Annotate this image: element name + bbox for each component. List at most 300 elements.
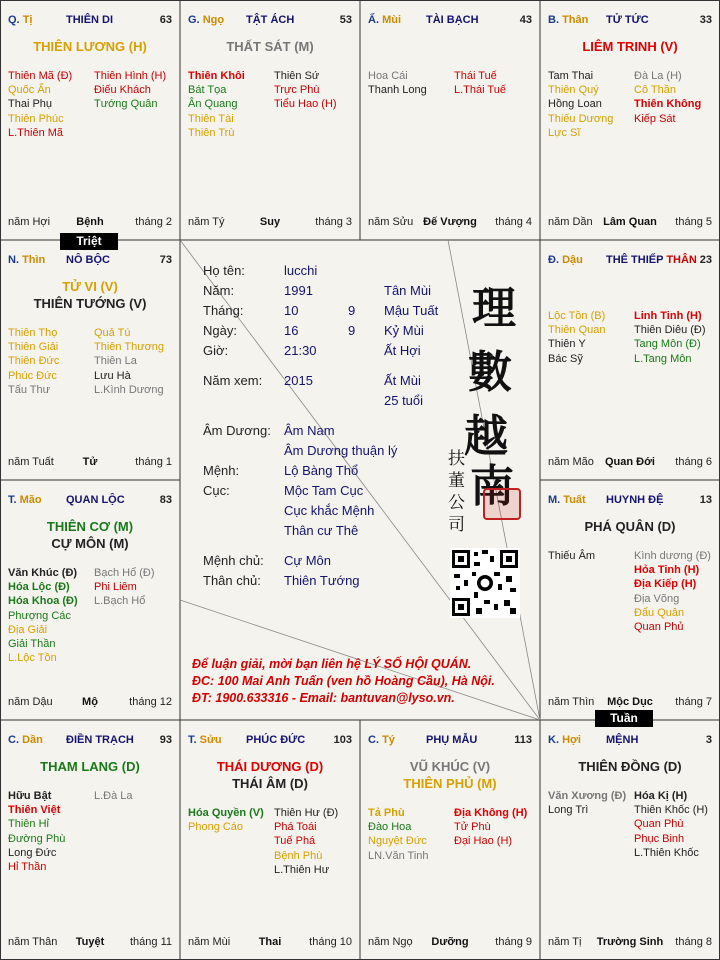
minor-star: Thiên La [94,355,137,368]
minor-star: Quả Tú [94,327,131,339]
minor-star: Phong Cáo [188,821,244,834]
palace-name: PHÚC ĐỨC [246,734,306,746]
palace-phase: Thai [258,936,282,948]
menh-chu-value: Cự Môn [284,553,331,568]
palace-cell [0,240,180,480]
palace-month: tháng 7 [675,696,712,708]
palace-phase: Lâm Quan [603,216,657,228]
minor-star: Quốc Ấn [8,84,51,97]
palace-year: năm Tị [548,936,582,948]
palace-can: T. [8,494,17,506]
minor-star: Thai Phụ [8,98,53,111]
palace-name: QUAN LỘC [66,494,125,506]
minor-star: Bác Sỹ [548,352,583,365]
info-can-chi: Tân Mùi [384,283,431,298]
star-list-left [368,806,429,863]
red-seal-icon [483,488,521,520]
palace-can: N. [8,254,19,266]
minor-star: Hóa Kị (H) [634,790,688,802]
palace-can: M. [548,494,561,506]
palace-can: Ấ. [368,14,379,26]
palace-chi: Thìn [22,254,46,266]
palace-footer [548,216,712,230]
star-list-left [548,789,626,817]
star-list-right [274,69,337,112]
palace-footer [8,936,172,950]
main-star: THIÊN CƠ (M) [46,519,134,534]
minor-star: Phi Liêm [94,581,137,594]
main-star: LIÊM TRINH (V) [582,39,678,54]
palace-year: năm Tý [188,216,225,228]
minor-star: Kiếp Sát [634,112,676,125]
minor-star: Thiên Khốc (H) [634,804,708,817]
palace-month: tháng 5 [675,216,712,228]
minor-star: Lực Sĩ [548,126,581,139]
minor-star: Ân Quang [188,98,238,111]
palace-chi: Tý [382,734,395,746]
minor-star: Địa Không (H) [454,807,528,819]
palace-cell [0,480,180,720]
qr-code-icon[interactable] [450,548,520,618]
minor-star: Thanh Long [368,84,427,97]
minor-star: Tiểu Hao (H) [274,98,337,111]
minor-star: Thiên Giải [8,341,59,354]
palace-chi: Mão [19,494,42,506]
palace-year: năm Thìn [548,696,595,708]
star-list-right [634,69,701,126]
star-list-right [634,309,706,366]
palace-cell [0,720,180,960]
minor-star: Nguyệt Đức [368,835,427,848]
palace-footer [188,216,352,230]
palace-footer [368,216,532,230]
palace-header [188,734,352,748]
palace-phase: Quan Đới [605,456,655,468]
info-value: 1991 [284,283,313,298]
palace-month: tháng 6 [675,456,712,468]
main-star: VŨ KHÚC (V) [409,759,491,774]
contact-line-2: ĐC: 100 Mai Anh Tuấn (ven hồ Hoàng Cầu), Hà Nội. [192,674,495,688]
cuc-label: Cục: [203,483,230,498]
star-list-left [188,69,245,140]
minor-star: Bát Tọa [188,84,227,97]
palace-phase: Đế Vượng [423,216,477,228]
palace-cell [180,720,360,960]
minor-star: Hỉ Thần [8,861,47,874]
main-star: THIÊN TƯỚNG (V) [33,296,147,311]
main-stars [0,38,180,55]
minor-star: Thiên Trù [188,126,235,139]
star-list-left [368,69,427,97]
info-label: Tháng: [203,303,244,318]
palace-chi: Hợi [562,734,581,746]
nam-xem-can-chi: Ất Mùi [384,373,421,388]
minor-star: Bạch Hổ (Đ) [94,567,155,579]
palace-month: tháng 3 [315,216,352,228]
star-list-left [188,806,264,834]
logo-kanji-4: 南 [470,461,514,512]
minor-star: Đào Hoa [368,821,412,834]
palace-name: TẬT ÁCH [246,14,295,26]
palace-chi: Ngọ [202,14,225,26]
palace-chi: Tuất [563,494,586,506]
palace-number: 43 [519,14,532,26]
minor-star: Đẩu Quân [634,606,685,619]
palace-footer [8,696,172,710]
minor-star: L.Đà La [94,790,133,802]
palace-phase: Bệnh [76,216,104,228]
info-value: 16 [284,323,299,338]
palace-year: năm Mão [548,456,594,468]
palace-cell [540,0,720,240]
star-list-right [634,789,708,860]
star-list-right [94,326,164,397]
minor-star: Địa Võng [634,592,680,605]
minor-star: L.Thiên Khốc [634,846,699,859]
palace-footer [188,936,352,950]
palace-header [8,494,172,508]
palace-name: MỆNH [606,734,639,746]
palace-month: tháng 2 [135,216,172,228]
star-list-right [94,789,133,803]
contact-line-1: Để luận giải, mời bạn liên hệ LÝ SỐ HỘI QUÁN. [192,657,472,671]
nam-xem-label: Năm xem: [203,373,263,388]
palace-name: HUYNH ĐỆ [606,494,664,506]
minor-star: Văn Xương (Đ) [548,790,627,802]
palace-chi: Tị [22,14,33,26]
minor-star: Thiên Hỉ [8,818,49,831]
star-list-right [94,566,155,609]
minor-star: Tử Phù [454,821,491,834]
minor-star: Tấu Thư [8,383,51,396]
palace-number: 23 [699,254,712,266]
info-lunar: 9 [348,323,356,338]
minor-star: Bệnh Phù [274,849,323,862]
than-cu-value: Thân cư Thê [284,523,359,538]
contact-line-3: ĐT: 1900.633316 - Email: bantuvan@lyso.vn. [192,691,455,705]
cuc-relation: Cục khắc Mệnh [284,503,375,518]
main-stars [180,758,360,792]
minor-star: Long Đức [8,846,57,859]
minor-star: L.Lộc Tồn [8,652,57,665]
palace-cell [360,720,540,960]
palace-footer [548,936,712,950]
palace-chi: Mùi [382,14,402,26]
palace-can: B. [548,14,559,26]
minor-star: Hóa Lộc (Đ) [8,581,70,594]
star-list-left [8,326,59,397]
star-list-right [454,806,527,849]
palace-year: năm Mùi [188,936,231,948]
minor-star: Thiên Y [548,338,586,351]
palace-can: Đ. [548,254,559,266]
main-star: CỰ MÔN (M) [51,536,129,551]
palace-cell [360,0,540,240]
palace-can: C. [368,734,379,746]
palace-header [8,734,172,748]
minor-star: Thiên Quan [548,324,606,337]
palace-chi: Dần [22,734,43,746]
palace-phase: Dưỡng [431,936,469,948]
info-can-chi: Kỷ Mùi [384,323,424,338]
nam-xem-value: 2015 [284,373,313,388]
star-list-left [8,566,78,665]
info-label: Năm: [203,283,235,298]
palace-name: NÔ BỘC [66,254,110,266]
minor-star: Hồng Loan [548,98,602,111]
star-list-right [634,549,711,634]
palace-name: THÊ THIẾP THÂN [606,254,697,266]
logo-kanji-1: 理 [472,283,516,334]
palace-number: 63 [159,14,172,26]
palace-header [8,14,172,28]
than-chu-label: Thân chủ: [203,573,261,588]
palace-month: tháng 8 [675,936,712,948]
menh-chu-label: Mệnh chủ: [203,553,264,568]
palace-number: 73 [159,254,172,266]
palace-can: T. [188,734,197,746]
minor-star: Địa Giải [8,623,48,636]
minor-star: Thái Tuế [454,70,497,82]
age-value: 25 tuổi [384,393,424,408]
cuc-value: Mộc Tam Cục [284,483,364,498]
minor-star: L.Thiên Mã [8,126,64,139]
logo-kanji-2: 數 [468,347,512,398]
palace-can: K. [548,734,559,746]
palace-footer [548,456,712,470]
palace-can: Q. [8,14,20,26]
info-label: Họ tên: [203,263,245,278]
palace-year: năm Sửu [368,216,414,228]
palace-footer [8,216,172,230]
palace-year: năm Ngọ [368,936,413,948]
star-list-left [548,69,613,140]
palace-name: TÀI BẠCH [426,14,479,26]
palace-number: 33 [699,14,712,26]
palace-can: G. [188,14,200,26]
palace-header [548,14,712,28]
minor-star: L.Thái Tuế [454,84,506,97]
seal-kanji-1: 扶 [448,449,465,469]
palace-cell [540,480,720,720]
palace-footer [8,456,172,470]
palace-number: 103 [333,734,352,746]
minor-star: Quan Phù [634,818,684,831]
palace-number: 113 [514,734,532,746]
minor-star: Văn Khúc (Đ) [8,567,78,579]
minor-star: Quan Phủ [634,621,684,634]
palace-phase: Mộ [82,696,98,708]
palace-phase: Mộc Dục [607,696,653,708]
seal-kanji-2: 董 [448,471,465,491]
palace-phase: Tử [82,456,98,468]
palace-header [368,14,532,28]
minor-star: Thiên Khôi [188,70,245,82]
main-stars [0,518,180,552]
palace-header [548,734,712,748]
palace-footer [548,696,712,710]
star-list-right [274,806,338,877]
minor-star: Long Trì [548,804,589,817]
minor-star: L.Tang Môn [634,352,692,365]
palace-month: tháng 12 [129,696,172,708]
palace-year: năm Dậu [8,696,53,708]
main-star: TỬ VI (V) [62,279,118,294]
palace-header [188,14,352,28]
minor-star: Tả Phù [368,807,405,819]
palace-name: THIÊN DI [66,14,114,26]
minor-star: Hữu Bật [8,790,52,802]
palace-chi: Thân [562,14,589,26]
minor-star: Kình dương (Đ) [634,550,711,562]
minor-star: L.Thiên Hư [274,863,330,876]
palace-header [548,254,712,268]
menh-label: Mệnh: [203,463,240,478]
minor-star: Thiếu Âm [548,550,596,562]
palace-cell [540,720,720,960]
minor-star: Hóa Khoa (Đ) [8,595,78,608]
minor-star: Tam Thai [548,70,594,82]
main-stars [540,38,720,55]
main-stars [180,38,360,55]
palace-phase: Trường Sinh [596,936,664,948]
palace-name: PHỤ MẪU [426,734,478,746]
main-star: THIÊN ĐỒNG (D) [578,759,682,774]
minor-star: Hỏa Tinh (H) [634,564,700,577]
palace-number: 13 [699,494,712,506]
seal-kanji-4: 司 [448,515,465,535]
minor-star: Tuế Phá [274,835,316,848]
minor-star: Lưu Hà [94,369,131,382]
palace-header [548,494,712,508]
main-star: PHÁ QUÂN (D) [584,519,676,534]
minor-star: Thiên Đức [8,355,60,368]
main-stars [540,518,720,535]
minor-star: Điếu Khách [94,84,151,97]
info-label: Giờ: [203,343,229,358]
minor-star: Thiên Sứ [274,70,320,82]
minor-star: Hóa Quyền (V) [188,807,264,819]
palace-year: năm Dần [548,216,593,228]
minor-star: Phá Toái [274,821,317,834]
minor-star: Thiên Việt [8,804,61,817]
palace-name: ĐIỀN TRẠCH [66,734,134,746]
minor-star: Thiên Quý [548,84,599,97]
than-chu-value: Thiên Tướng [284,573,360,588]
palace-cell [540,240,720,480]
minor-star: Tang Môn (Đ) [634,338,701,351]
main-star: THẤT SÁT (M) [226,39,314,54]
minor-star: L.Kình Dương [94,383,164,396]
minor-star: Đại Hao (H) [454,835,513,848]
star-list-left [8,789,65,874]
minor-star: Thiên Diêu (Đ) [634,324,706,337]
main-star: THAM LANG (D) [40,759,140,774]
minor-star: Đà La (H) [634,70,682,82]
palace-header [368,734,532,748]
palace-month: tháng 1 [135,456,172,468]
main-star: THIÊN LƯƠNG (H) [33,39,147,54]
minor-star: Phượng Các [8,609,71,622]
palace-month: tháng 4 [495,216,532,228]
star-list-left [8,69,72,140]
info-can-chi: Mậu Tuất [384,303,439,318]
minor-star: LN.Văn Tinh [368,849,429,862]
palace-extra: THÂN [666,254,697,266]
palace-number: 3 [705,734,712,746]
minor-star: Thiên Không [634,98,702,111]
main-star: THÁI ÂM (D) [232,776,308,791]
palace-cell [0,0,180,240]
minor-star: Trực Phù [274,84,320,97]
palace-footer [368,936,532,950]
star-list-left [548,549,595,563]
minor-star: Linh Tinh (H) [634,310,702,322]
minor-star: Phục Binh [634,832,685,845]
am-duong-relation: Âm Dương thuận lý [284,443,398,458]
info-can-chi: Ất Hợi [384,343,421,358]
info-value: 10 [284,303,299,318]
minor-star: Lộc Tồn (B) [548,310,606,322]
main-stars [0,758,180,775]
am-duong-label: Âm Dương: [203,423,271,438]
minor-star: Tướng Quân [94,98,158,111]
seal-kanji-3: 公 [448,493,465,513]
minor-star: Thiên Hư (Đ) [274,807,339,819]
minor-star: Thiên Thọ [8,327,58,339]
palace-year: năm Thân [8,936,58,948]
main-stars [0,278,180,312]
info-value: 21:30 [284,343,317,358]
palace-chi: Sửu [199,734,222,746]
star-list-left [548,309,605,366]
minor-star: Phúc Đức [8,369,57,382]
triet-tag: Triệt [60,233,118,250]
palace-month: tháng 10 [309,936,352,948]
minor-star: Thiếu Dương [548,112,614,125]
star-list-right [454,69,506,97]
palace-month: tháng 9 [495,936,532,948]
minor-star: Địa Kiếp (H) [634,578,697,591]
palace-can: C. [8,734,19,746]
main-star: THIÊN PHỦ (M) [403,776,497,791]
am-duong-value: Âm Nam [284,423,335,438]
palace-header [8,254,172,268]
minor-star: Thiên Thương [94,341,165,354]
info-label: Ngày: [203,323,237,338]
main-stars [540,758,720,775]
main-star: THÁI DƯƠNG (D) [216,759,324,774]
palace-number: 93 [159,734,172,746]
logo-kanji-3: 越 [464,411,508,462]
palace-phase: Tuyệt [75,936,105,948]
minor-star: Thiên Phúc [8,112,64,125]
menh-value: Lộ Bàng Thổ [284,463,359,478]
minor-star: Thiên Tài [188,112,234,125]
palace-year: năm Hợi [8,216,51,228]
palace-name: TỬ TỨC [606,14,649,26]
minor-star: Đường Phù [8,832,66,845]
palace-number: 83 [159,494,172,506]
minor-star: L.Bạch Hổ [94,595,146,608]
info-value: lucchi [284,263,318,278]
main-stars [360,758,540,792]
minor-star: Hoa Cái [368,70,408,82]
palace-chi: Dậu [562,254,583,266]
minor-star: Thiên Hình (H) [94,70,167,82]
palace-year: năm Tuất [8,456,54,468]
palace-number: 53 [339,14,352,26]
